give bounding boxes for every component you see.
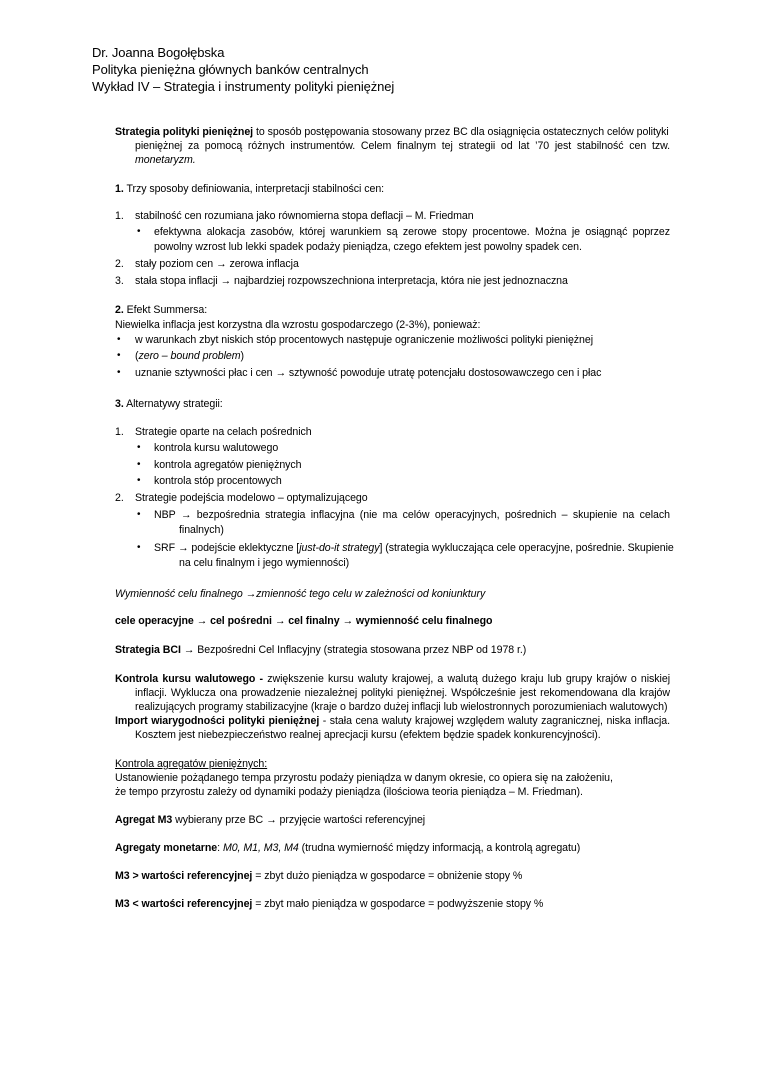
srf-line-1: SRF → podejście eklektyczne [just-do-it strategy] (strategia wykluczająca cele operacyjne, pośrednie. Skupienie [154,542,674,554]
goal-chain: cele operacyjne → cel pośredni → cel finalny → wymienność celu finalnego [115,615,493,627]
bullet-icon: • [137,226,141,237]
arrow-icon: → [274,615,286,627]
intro-line-2: pieniężnej za pomocą różnych instrumentów. Celem finalnym tej strategii od lat ’70 jest stabilność cen tzw. [135,140,670,152]
sub-item: kontrola stóp procentowych [154,475,282,487]
bullet-item: (zero – bound problem) [135,350,245,362]
bci-line: Strategia BCI → Bezpośredni Cel Inflacyjny (strategia stosowana przez NBP od 1978 r.) [115,644,527,656]
iw-line-2: Kosztem jest niebezpieczeństwo realnej aprecjacji kursu (efektem będzie spadek konkurencyjności). [135,729,601,741]
sub-item-line-2: powolny wzrost lub lekki spadek podaży pieniądza, czego efektem jest powolny spadek cen. [154,241,582,253]
nbp-line-2: finalnych) [179,524,224,536]
list-number: 2. [115,258,124,270]
intro-line-3: monetaryzm. [135,154,196,166]
bullet-icon: • [137,542,141,553]
bullet-icon: • [117,367,121,378]
m3-line: Agregat M3 wybierany prze BC → przyjęcie wartości referencyjnej [115,814,426,826]
list-item-text: Strategie podejścia modelowo – optymalizującego [135,492,368,504]
bullet-item: w warunkach zbyt niskich stóp procentowych następuje ograniczenie możliwości polityki pieniężnej [135,334,594,346]
ka-line-1: Ustanowienie pożądanego tempa przyrostu podaży pieniądza w danym okresie, co opiera się na założeniu, [115,772,613,784]
list-item-text: Strategie oparte na celach pośrednich [135,426,312,438]
list-item-text: stały poziom cen → zerowa inflacja [135,258,299,270]
sub-item: kontrola agregatów pieniężnych [154,459,302,471]
header-lecture: Wykład IV – Strategia i instrumenty polityki pieniężnej [92,79,395,94]
header-course: Polityka pieniężna głównych banków centralnych [92,62,369,77]
arrow-icon: → [245,588,257,600]
arrow-icon: → [196,615,208,627]
arrow-icon: → [220,275,232,287]
arrow-icon: → [342,615,353,627]
arrow-icon: → [216,258,227,270]
ka-title: Kontrola agregatów pieniężnych: [115,758,268,770]
arrow-icon: → [180,509,192,521]
list-item-text: stała stopa inflacji → najbardziej rozpowszechniona interpretacja, która nie jest jednoznaczna [135,275,568,287]
list-number: 1. [115,426,124,438]
header-author: Dr. Joanna Bogołębska [92,45,225,60]
list-number: 2. [115,492,124,504]
sub-item-line-1: efektywna alokacja zasobów, której warunkiem są zerowe stopy procentowe. Można je osiągnąć poprzez [154,226,670,238]
kk-line-2: inflacji. Wyklucza ona prowadzenie niezależnej polityki pieniężnej. Współcześnie jest rekomendowana dla krajów [135,687,670,699]
m3-less-line: M3 < wartości referencyjnej = zbyt mało pieniądza w gospodarce = podwyższenie stopy % [115,898,544,910]
arrow-icon: → [275,367,286,379]
intro-line-1: Strategia polityki pieniężnej to sposób postępowania stosowany przez BC dla osiągnięcia ostatecznych celów polityki [115,126,669,138]
bullet-icon: • [137,442,141,453]
list-number: 3. [115,275,124,287]
nbp-line-1: NBP → bezpośrednia strategia inflacyjna (nie ma celów operacyjnych, pośrednich – skupienie na celach [154,509,670,521]
iw-line-1: Import wiarygodności polityki pieniężnej - stała cena waluty krajowej względem waluty zagranicznej, niska inflacja. [115,715,670,727]
list-number: 1. [115,210,124,222]
section-3-heading: 3. Alternatywy strategii: [115,398,223,410]
bullet-item: uznanie sztywności płac i cen → sztywność powoduje utratę potencjału dostosowawczego cen i płac [135,367,602,379]
srf-line-2: na celu finalnym i jego wymienności) [179,557,350,569]
arrow-icon: → [177,542,189,554]
kk-line-1: Kontrola kursu walutowego - zwiększenie kursu waluty krajowej, a walutą dużego kraju lub grupy krajów o niskiej [115,673,671,685]
bullet-icon: • [117,334,121,345]
arrow-icon: → [266,814,277,826]
kk-line-3: realizujących programy stabilizacyjne (kraje o bardzo dużej inflacji lub wielostronnych porozumieniach walutowych) [135,701,668,713]
bullet-icon: • [117,350,121,361]
list-item-text: stabilność cen rozumiana jako równomierna stopa deflacji – M. Friedman [135,210,474,222]
bullet-icon: • [137,509,141,520]
bullet-icon: • [137,475,141,486]
intro-term: Strategia polityki pieniężnej [115,126,254,138]
m3-greater-line: M3 > wartości referencyjnej = zbyt dużo pieniądza w gospodarce = obniżenie stopy % [115,870,523,882]
section-2-lead: Niewielka inflacja jest korzystna dla wzrostu gospodarczego (2-3%), ponieważ: [115,319,481,331]
ka-line-2: że tempo przyrostu zależy od dynamiki podaży pieniądza (ilościowa teoria pieniądza – M. Friedman). [115,786,583,798]
aggregates-line: Agregaty monetarne: M0, M1, M3, M4 (trudna wymierność między informacją, a kontrolą agregatu) [115,842,581,854]
section-2-heading: 2. Efekt Summersa: [115,304,208,316]
section-1-heading: 1. Trzy sposoby definiowania, interpretacji stabilności cen: [115,183,385,195]
sub-item: kontrola kursu walutowego [154,442,279,454]
wymiennosc-line: Wymienność celu finalnego →zmienność tego celu w zależności od koniunktury [115,588,486,600]
arrow-icon: → [183,644,195,656]
bullet-icon: • [137,459,141,470]
